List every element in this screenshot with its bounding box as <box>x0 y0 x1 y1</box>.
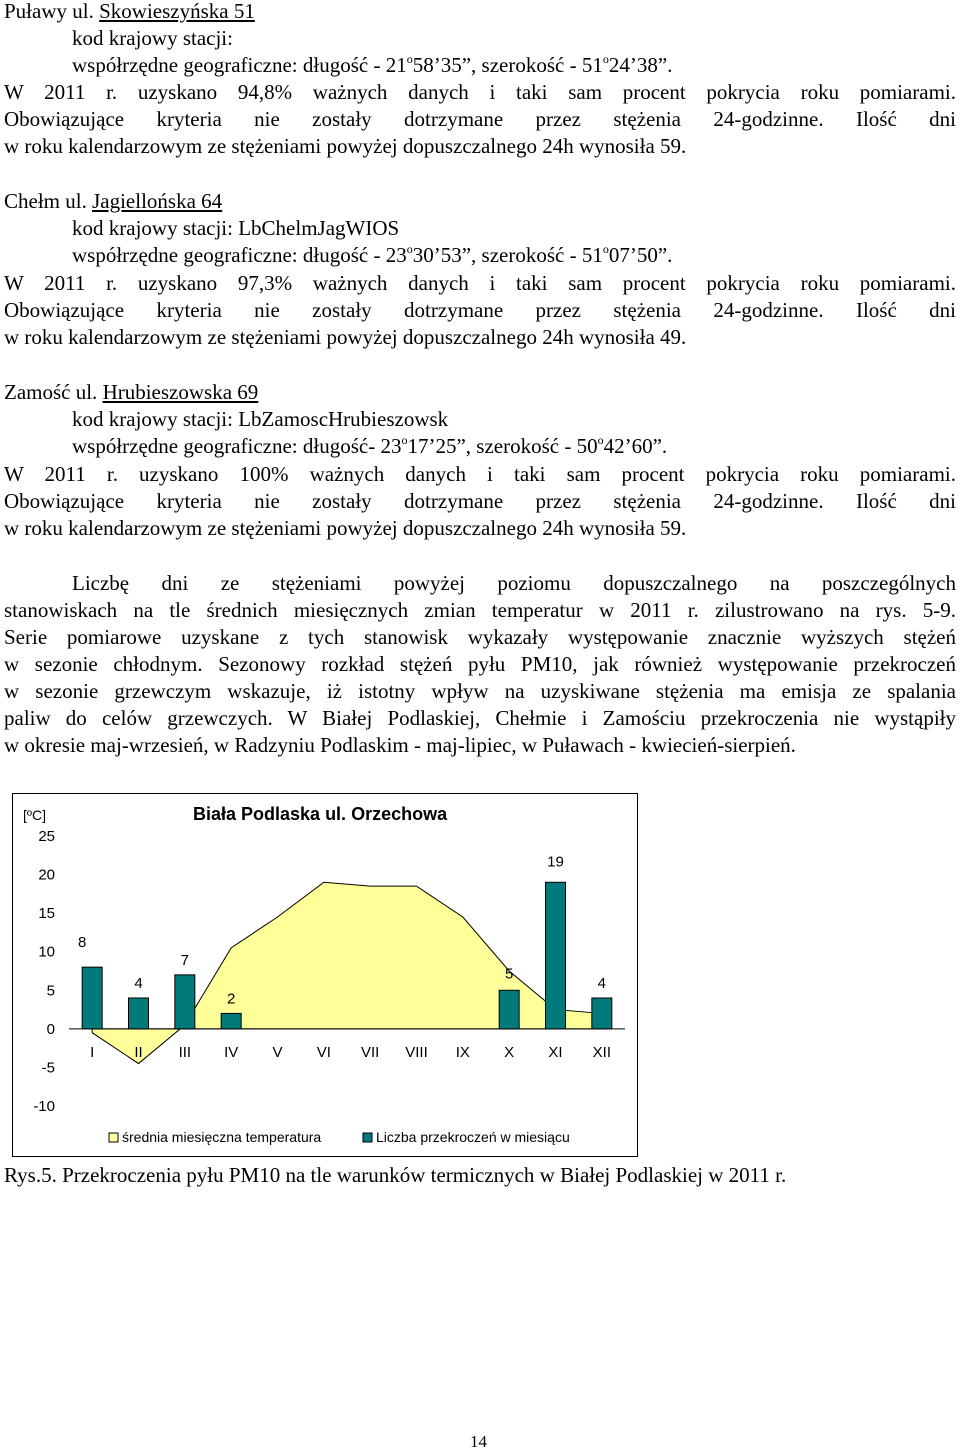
temperature-area <box>92 882 602 1063</box>
body-line: W 2011 r. uzyskano 100% ważnych danych i taki sam procent pokrycia roku pomiarami. <box>4 462 956 486</box>
degree-sign: o <box>406 52 413 66</box>
x-category-label: III <box>178 1043 192 1061</box>
station-coordinates <box>72 52 672 79</box>
x-category-label: VII <box>360 1043 380 1061</box>
body-line: w roku kalendarzowym ze stężeniami powyżej dopuszczalnego 24h wynosiła 59. <box>4 134 687 158</box>
y-tick-label: 10 <box>38 943 55 961</box>
coords-part: 58’35”, szerokość - 51 <box>412 53 603 77</box>
x-category-label: IX <box>455 1043 470 1061</box>
coords-part: współrzędne geograficzne: długość- 23 <box>72 434 402 458</box>
station-heading-chelm <box>4 188 222 215</box>
paragraph-line: w okresie maj-wrzesień, w Radzyniu Podlaskim - maj-lipiec, w Puławach - kwiecień-sierpień. <box>4 733 796 757</box>
chart-frame <box>12 793 638 1157</box>
station-street: Hrubieszowska 69 <box>102 380 259 404</box>
station-code: kod krajowy stacji: <box>72 26 233 50</box>
coords-part: 17’25”, szerokość - 50 <box>407 434 598 458</box>
x-category-label: XI <box>548 1043 563 1061</box>
station-coordinates <box>72 433 667 460</box>
exceedance-bar <box>592 998 612 1029</box>
coords-part: 07’50”. <box>608 243 673 267</box>
y-tick-label: -10 <box>33 1098 55 1115</box>
coords-part: współrzędne geograficzne: długość - 21 <box>72 53 407 77</box>
paragraph-line: stanowiskach na tle średnich miesięcznych zmian temperatur w 2011 r. zilustrowano na rys. 5-9. <box>4 598 956 622</box>
station-coordinates <box>72 242 672 269</box>
station-city: Puławy ul. <box>4 0 100 23</box>
paragraph-line: Serie pomiarowe uzyskane z tych stanowisk wykazały występowanie znacznie wyższych stężeń <box>4 625 956 649</box>
y-tick-label: 25 <box>38 828 55 845</box>
bar-value-label: 8 <box>77 934 87 952</box>
bar-value-label: 4 <box>134 975 143 992</box>
exceedance-bar <box>129 998 149 1029</box>
degree-sign: o <box>597 433 604 447</box>
body-line: W 2011 r. uzyskano 97,3% ważnych danych i taki sam procent pokrycia roku pomiarami. <box>4 271 956 295</box>
x-category-label: VIII <box>405 1043 428 1061</box>
paragraph-line: w sezonie grzewczym wskazuje, iż istotny wpływ na uzyskiwane stężenia ma emisja ze spalania <box>4 679 956 703</box>
legend-label: średnia miesięczna temperatura <box>122 1129 322 1145</box>
bar-value-label: 4 <box>597 975 607 992</box>
exceedance-bar <box>221 1013 241 1028</box>
degree-sign: o <box>602 242 609 256</box>
bar-value-label: 19 <box>547 853 564 871</box>
station-heading-pulawy <box>4 0 255 25</box>
body-line: W 2011 r. uzyskano 94,8% ważnych danych i taki sam procent pokrycia roku pomiarami. <box>4 80 956 104</box>
paragraph-line: paliw do celów grzewczych. W Białej Podlaskiej, Chełmie i Zamościu przekroczenia nie wystąpiły <box>4 706 956 730</box>
exceedance-bar <box>82 967 102 1029</box>
x-category-label: I <box>90 1043 95 1061</box>
bar-value-label: 7 <box>180 951 190 969</box>
coords-part: współrzędne geograficzne: długość - 23 <box>72 243 407 267</box>
chart-svg <box>13 794 636 1155</box>
y-tick-label: 20 <box>38 866 55 884</box>
station-street: Jagiellońska 64 <box>92 189 223 213</box>
bar-value-label: 2 <box>226 990 236 1008</box>
station-city: Zamość ul. <box>4 380 103 404</box>
x-category-label: V <box>272 1043 283 1061</box>
x-category-label: XII <box>592 1043 612 1061</box>
coords-part: 42’60”. <box>603 434 668 458</box>
legend-swatch <box>109 1133 118 1142</box>
x-category-label: VI <box>316 1043 331 1061</box>
y-tick-label: 5 <box>46 982 55 1000</box>
paragraph-line: Liczbę dni ze stężeniami powyżej poziomu dopuszczalnego na poszczególnych <box>72 571 956 595</box>
y-axis-label: [ºC] <box>23 807 47 823</box>
station-heading-zamosc <box>4 379 258 406</box>
bar-value-label: 5 <box>504 965 514 983</box>
body-line: Obowiązujące kryteria nie zostały dotrzymane przez stężenia 24-godzinne. Ilość dni <box>4 489 956 513</box>
paragraph-line: w sezonie chłodnym. Sezonowy rozkład stężeń pyłu PM10, jak również występowanie przekroczeń <box>4 652 956 676</box>
page-number: 14 <box>470 1432 487 1451</box>
degree-sign: o <box>401 433 408 447</box>
coords-part: 30’53”, szerokość - 51 <box>412 243 603 267</box>
y-tick-label: 15 <box>38 905 55 923</box>
y-tick-label: 0 <box>46 1020 55 1038</box>
body-line: Obowiązujące kryteria nie zostały dotrzymane przez stężenia 24-godzinne. Ilość dni <box>4 298 956 322</box>
legend-label: Liczba przekroczeń w miesiącu <box>376 1129 570 1145</box>
body-line: w roku kalendarzowym ze stężeniami powyżej dopuszczalnego 24h wynosiła 59. <box>4 516 687 540</box>
figure-caption: Rys.5. Przekroczenia pyłu PM10 na tle warunków termicznych w Białej Podlaskiej w 2011 r. <box>4 1163 787 1187</box>
chart-title: Biała Podlaska ul. Orzechowa <box>193 804 448 824</box>
exceedance-bar <box>546 882 566 1029</box>
exceedance-bar <box>175 975 195 1029</box>
station-city: Chełm ul. <box>4 189 93 213</box>
x-category-label: II <box>134 1043 143 1061</box>
degree-sign: o <box>602 52 609 66</box>
x-category-label: IV <box>224 1043 239 1061</box>
station-code: kod krajowy stacji: LbZamoscHrubieszowsk <box>72 407 449 431</box>
body-line: w roku kalendarzowym ze stężeniami powyżej dopuszczalnego 24h wynosiła 49. <box>4 325 687 349</box>
degree-sign: o <box>406 242 413 256</box>
y-tick-label: -5 <box>41 1059 55 1077</box>
legend-swatch <box>363 1133 372 1142</box>
station-code: kod krajowy stacji: LbChelmJagWIOS <box>72 216 400 240</box>
x-category-label: X <box>504 1043 515 1061</box>
station-street: Skowieszyńska 51 <box>99 0 255 23</box>
body-line: Obowiązujące kryteria nie zostały dotrzymane przez stężenia 24-godzinne. Ilość dni <box>4 107 956 131</box>
exceedance-bar <box>499 990 519 1029</box>
coords-part: 24’38”. <box>608 53 673 77</box>
